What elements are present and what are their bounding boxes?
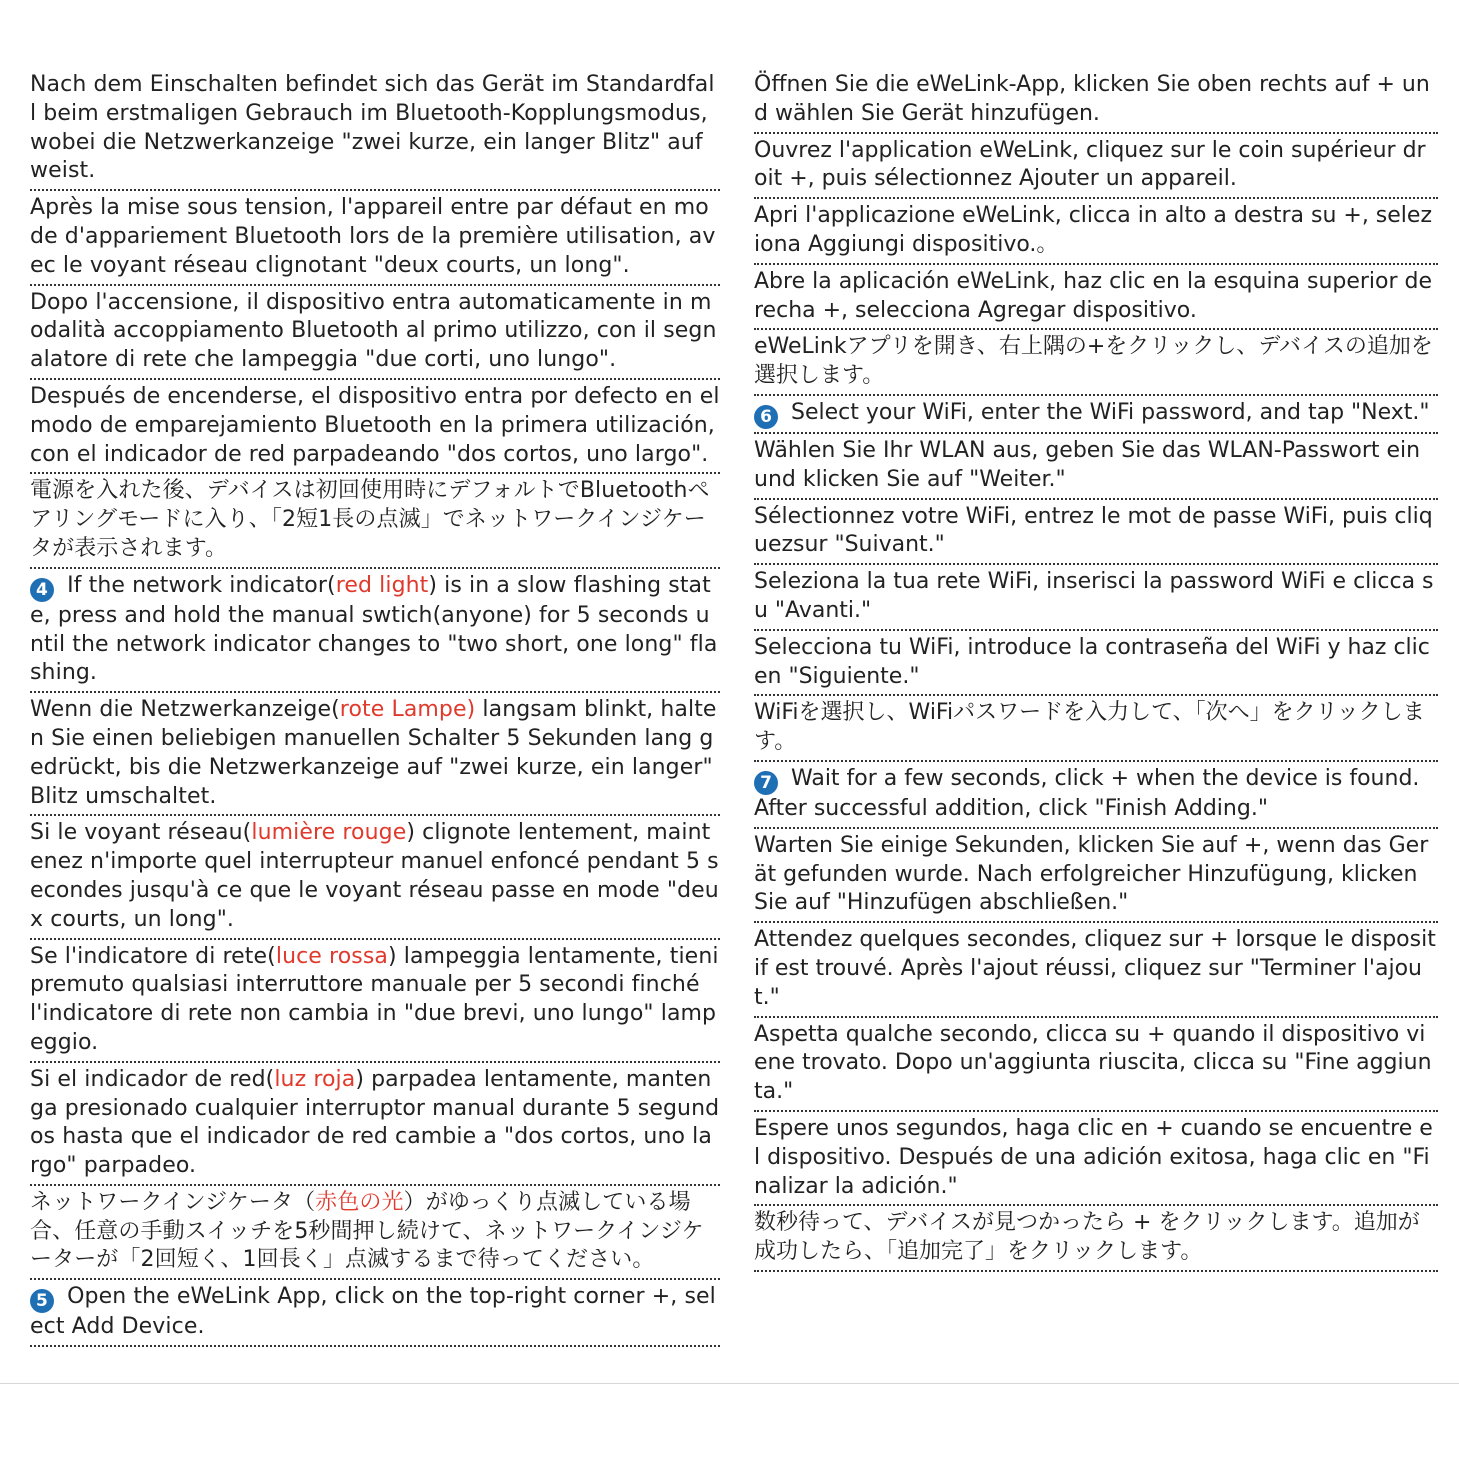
text-step4-en-before: If the network indicator( xyxy=(60,572,336,598)
text-step4-fr-before: Si le voyant réseau( xyxy=(30,820,252,846)
paragraph-step5-fr xyxy=(754,136,1438,200)
text-step7-fr: Attendez quelques secondes, cliquez sur + lorsque le dispositif est trouvé. Après l'ajout réussi, cliquez sur "Terminer l'ajout." xyxy=(754,927,1436,1010)
text-step6-de: Wählen Sie Ihr WLAN aus, geben Sie das WLAN-Passwort ein und klicken Sie auf "Weiter." xyxy=(754,437,1421,492)
text-step6-it: Seleziona la tua rete WiFi, inserisci la password WiFi e clicca su "Avanti." xyxy=(754,569,1434,623)
paragraph-step6-de xyxy=(754,436,1438,500)
text-step4-en-red: red light xyxy=(335,572,429,598)
text-step5-fr: Ouvrez l'application eWeLink, cliquez sur le coin supérieur droit +, puis sélectionnez Ajouter un appareil. xyxy=(754,137,1426,192)
step-4-number-icon: 4 xyxy=(30,578,54,602)
paragraph-step5-ja xyxy=(754,332,1438,396)
text-step7-en: Wait for a few seconds, click + when the device is found. After successful addition, click "Finish Adding." xyxy=(754,765,1420,821)
paragraph-fr-default xyxy=(30,193,720,285)
text-fr-default: Après la mise sous tension, l'appareil entre par défaut en mode d'appariement Bluetooth lors de la première utilisation, avec le voyant réseau clignotant "deux courts, un long". xyxy=(30,195,716,278)
paragraph-step6-en xyxy=(754,398,1438,434)
text-step5-en: Open the eWeLink App, click on the top-right corner +, select Add Device. xyxy=(30,1284,716,1340)
paragraph-step4-it xyxy=(30,942,720,1063)
paragraph-step7-ja xyxy=(754,1208,1438,1272)
text-step5-de: Öffnen Sie die eWeLink-App, klicken Sie oben rechts auf + und wählen Sie Gerät hinzufügen. xyxy=(754,72,1430,126)
text-step4-es-red: luz roja xyxy=(274,1066,356,1092)
right-column xyxy=(754,70,1438,1274)
paragraph-es-default xyxy=(30,382,720,474)
text-ja-default: 電源を入れた後、デバイスは初回使用時にデフォルトでBluetoothペアリングモードに入り、「2短1長の点滅」でネットワークインジケータが表示されます。 xyxy=(30,478,710,561)
paragraph-step7-it xyxy=(754,1020,1438,1112)
text-step6-en: Select your WiFi, enter the WiFi password, and tap "Next." xyxy=(784,399,1430,425)
text-step4-it-after: ) lampeggia lentamente, tieni premuto qualsiasi interruttore manuale per 5 secondi finché l'indicatore di rete non cambia in "due brevi, uno lungo" lampeggio. xyxy=(30,943,719,1055)
paragraph-de-default xyxy=(30,70,720,191)
paragraph-step5-de xyxy=(754,70,1438,134)
paragraph-step6-it xyxy=(754,567,1438,631)
text-step7-es: Espere unos segundos, haga clic en + cuando se encuentre el dispositivo. Después de una adición exitosa, haga clic en "Finalizar la adición." xyxy=(754,1115,1433,1199)
paragraph-step7-fr xyxy=(754,925,1438,1017)
paragraph-step6-fr xyxy=(754,502,1438,566)
text-step4-de-after: langsam blinkt, halten Sie einen beliebigen manuellen Schalter 5 Sekunden lang gedrückt, bis die Netzwerkanzeige auf "zwei kurze, ein langer" Blitz umschaltet. xyxy=(30,697,717,809)
text-step4-es-before: Si el indicador de red( xyxy=(30,1066,275,1092)
paragraph-step7-en xyxy=(754,764,1438,829)
paragraph-step4-ja xyxy=(30,1188,720,1280)
text-step4-de-red: rote Lampe) xyxy=(339,697,476,723)
text-step4-ja-after: ）がゆっくり点滅している場合、任意の手動スイッチを5秒間押し続けて、ネットワークインジケーターが「2回短く、1回長く」点滅するまで待ってください。 xyxy=(30,1189,704,1273)
text-step4-fr-red: lumière rouge xyxy=(251,820,407,846)
paragraph-ja-default xyxy=(30,476,720,568)
step-5-number-icon: 5 xyxy=(30,1289,54,1313)
paragraph-step5-es xyxy=(754,267,1438,331)
text-step6-ja: WiFiを選択し、WiFiパスワードを入力して、「次へ」をクリックします。 xyxy=(754,700,1425,755)
paragraph-step6-ja xyxy=(754,698,1438,762)
paragraph-step4-en xyxy=(30,571,720,693)
text-step7-ja: 数秒待って、デバイスが見つかったら + をクリックします。追加が成功したら、「追加完了」をクリックします。 xyxy=(754,1210,1420,1265)
step-7-number-icon: 7 xyxy=(754,771,778,795)
text-step6-fr: Sélectionnez votre WiFi, entrez le mot de passe WiFi, puis cliquezsur "Suivant." xyxy=(754,503,1433,558)
text-de-default: Nach dem Einschalten befindet sich das Gerät im Standardfall beim erstmaligen Gebrauch im Bluetooth-Kopplungsmodus, wobei die Netzwerkanzeige "zwei kurze, ein langer Blitz" aufweist. xyxy=(30,72,715,184)
paragraph-step5-it xyxy=(754,201,1438,265)
text-step6-es: Selecciona tu WiFi, introduce la contraseña del WiFi y haz clic en "Siguiente." xyxy=(754,634,1430,689)
paragraph-step4-fr xyxy=(30,818,720,939)
paragraph-step7-de xyxy=(754,831,1438,923)
text-step4-de-before: Wenn die Netzwerkanzeige( xyxy=(30,697,340,723)
step-6-number-icon: 6 xyxy=(754,405,778,429)
paragraph-step6-es xyxy=(754,633,1438,697)
text-step4-fr-after: ) clignote lentement, maintenez n'importe quel interrupteur manuel enfoncé pendant 5 secondes jusqu'à ce que le voyant réseau passe en mode "deux courts, un long". xyxy=(30,820,719,932)
left-column xyxy=(30,70,720,1349)
text-step5-it: Apri l'applicazione eWeLink, clicca in alto a destra su +, seleziona Aggiungi dispositivo.。 xyxy=(754,203,1433,257)
text-step4-es-after: ) parpadea lentamente, mantenga presionado cualquier interruptor manual durante 5 segundos hasta que el indicador de red cambie a "dos cortos, uno largo" parpadeo. xyxy=(30,1066,720,1179)
paragraph-step4-de xyxy=(30,695,720,816)
text-step4-ja-before: ネットワークインジケータ（ xyxy=(30,1189,316,1215)
text-step4-it-before: Se l'indicatore di rete( xyxy=(30,943,276,969)
paragraph-step4-es xyxy=(30,1065,720,1186)
paragraph-step7-es xyxy=(754,1114,1438,1206)
text-step5-ja: eWeLinkアプリを開き、右上隅の+をクリックし、デバイスの追加を選択します。 xyxy=(754,334,1433,389)
text-step7-it: Aspetta qualche secondo, clicca su + quando il dispositivo viene trovato. Dopo un'aggiunta riuscita, clicca su "Fine aggiunta." xyxy=(754,1021,1432,1105)
text-step4-ja-red: 赤色の光 xyxy=(315,1189,404,1215)
text-step5-es: Abre la aplicación eWeLink, haz clic en la esquina superior derecha +, selecciona Agregar dispositivo. xyxy=(754,268,1433,323)
text-step7-de: Warten Sie einige Sekunden, klicken Sie auf +, wenn das Gerät gefunden wurde. Nach erfolgreicher Hinzufügung, klicken Sie auf "Hinzufügen abschließen." xyxy=(754,832,1429,916)
text-step4-en-after: ) is in a slow flashing state, press and hold the manual swtich(anyone) for 5 seconds until the network indicator changes to "two short, one long" flashing. xyxy=(30,572,718,686)
text-it-default: Dopo l'accensione, il dispositivo entra automaticamente in modalità accoppiamento Bluetooth al primo utilizzo, con il segnalatore di rete che lampeggia "due corti, uno lungo". xyxy=(30,289,717,373)
text-es-default: Después de encenderse, el dispositivo entra por defecto en el modo de emparejamiento Bluetooth en la primera utilización, con el indicador de red parpadeando "dos cortos, uno largo". xyxy=(30,383,720,467)
page-bottom-divider xyxy=(0,1383,1459,1384)
text-step4-it-red: luce rossa xyxy=(275,943,388,969)
paragraph-it-default xyxy=(30,288,720,380)
paragraph-step5-en xyxy=(30,1282,720,1347)
